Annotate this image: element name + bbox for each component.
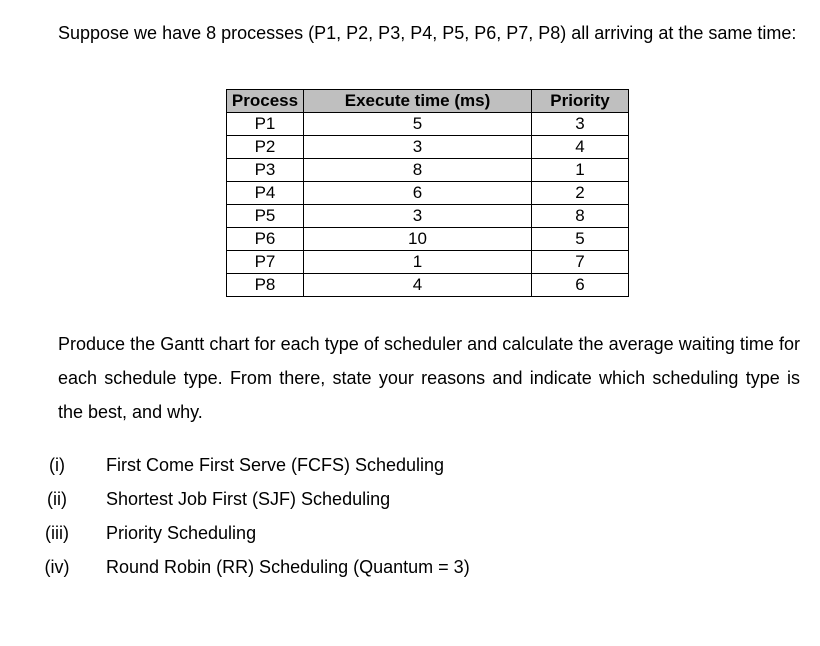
table-row — [227, 136, 629, 159]
execute-time-cell: 3 — [304, 205, 532, 228]
priority-cell: 5 — [532, 228, 629, 251]
header-execute-time: Execute time (ms) — [304, 90, 532, 113]
process-cell: P8 — [227, 274, 304, 297]
execute-time-cell: 5 — [304, 113, 532, 136]
execute-time-cell: 10 — [304, 228, 532, 251]
instructions-paragraph: Produce the Gantt chart for each type of scheduler and calculate the average waiting time for each schedule type. From there, state your reasons and indicate which scheduling type is the best, and why. — [58, 334, 800, 422]
table-header-row — [227, 90, 629, 113]
execute-time-cell: 1 — [304, 251, 532, 274]
table-row — [227, 113, 629, 136]
process-cell: P7 — [227, 251, 304, 274]
process-cell: P4 — [227, 182, 304, 205]
process-cell: P5 — [227, 205, 304, 228]
process-table — [226, 89, 629, 297]
table-row — [227, 251, 629, 274]
table-row — [227, 182, 629, 205]
priority-cell: 2 — [532, 182, 629, 205]
table-row — [227, 228, 629, 251]
process-cell: P1 — [227, 113, 304, 136]
table-row — [227, 205, 629, 228]
list-item-text: Shortest Job First (SJF) Scheduling — [106, 489, 391, 509]
list-item-text: First Come First Serve (FCFS) Scheduling — [106, 455, 445, 475]
list-item-number: (iii) — [45, 523, 69, 543]
priority-cell: 3 — [532, 113, 629, 136]
execute-time-cell: 6 — [304, 182, 532, 205]
intro-paragraph: Suppose we have 8 processes (P1, P2, P3, P4, P5, P6, P7, P8) all arriving at the same time: — [58, 23, 797, 43]
execute-time-cell: 4 — [304, 274, 532, 297]
priority-cell: 1 — [532, 159, 629, 182]
process-cell: P6 — [227, 228, 304, 251]
list-item-number: (iv) — [44, 557, 70, 577]
priority-cell: 8 — [532, 205, 629, 228]
table-row — [227, 159, 629, 182]
priority-cell: 4 — [532, 136, 629, 159]
process-cell: P3 — [227, 159, 304, 182]
header-priority: Priority — [532, 90, 629, 113]
execute-time-cell: 8 — [304, 159, 532, 182]
list-item-text: Round Robin (RR) Scheduling (Quantum = 3) — [106, 557, 470, 577]
process-cell: P2 — [227, 136, 304, 159]
priority-cell: 7 — [532, 251, 629, 274]
list-item-text: Priority Scheduling — [106, 523, 257, 543]
priority-cell: 6 — [532, 274, 629, 297]
header-process: Process — [227, 90, 304, 113]
list-item-number: (ii) — [47, 489, 67, 509]
list-item-number: (i) — [49, 455, 65, 475]
execute-time-cell: 3 — [304, 136, 532, 159]
table-row — [227, 274, 629, 297]
